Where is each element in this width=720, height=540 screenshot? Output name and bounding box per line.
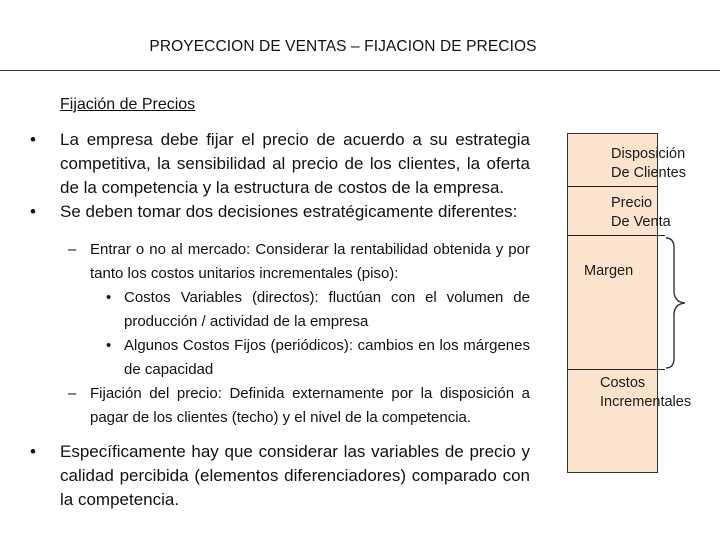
sub-bullet-text: Fijación del precio: Definida externamente por la disposición a pagar de los clientes (techo) y el nivel de la competencia. bbox=[90, 385, 530, 426]
bullet-icon: • bbox=[30, 442, 36, 461]
bullet-icon: • bbox=[30, 130, 36, 149]
bullet-text: Específicamente hay que considerar las variables de precio y calidad percibida (elementos diferenciadores) comparado con la competencia. bbox=[60, 442, 530, 509]
costos-line bbox=[567, 369, 665, 370]
bullet-text: La empresa debe fijar el precio de acuerdo a su estrategia competitiva, la sensibilidad al precio de los clientes, la oferta de la competencia y la estructura de costos de la empresa. bbox=[60, 130, 530, 197]
disposicion-label bbox=[611, 145, 686, 183]
margen-label: Margen bbox=[584, 263, 634, 279]
bullet-icon: • bbox=[106, 337, 112, 354]
sub-sub-bullet-item bbox=[30, 286, 530, 334]
dash-icon: – bbox=[68, 385, 77, 402]
bullet-item bbox=[30, 200, 530, 224]
sub-sub-bullet-text: Costos Variables (directos): fluctúan con el volumen de producción / actividad de la empresa bbox=[124, 289, 530, 330]
price-column bbox=[567, 133, 658, 473]
precio-venta-label-line2: De Venta bbox=[611, 214, 671, 230]
bullet-list bbox=[30, 128, 530, 512]
precio-venta-label-line1: Precio bbox=[611, 195, 653, 211]
disposicion-line bbox=[567, 186, 658, 187]
bullet-item bbox=[30, 128, 530, 200]
bullet-icon: • bbox=[30, 202, 36, 221]
sub-bullet-item bbox=[30, 382, 530, 430]
margin-brace-icon bbox=[660, 236, 692, 370]
sub-sub-bullet-item bbox=[30, 334, 530, 382]
bullet-text: Se deben tomar dos decisiones estratégicamente diferentes: bbox=[60, 202, 518, 221]
costos-label-line2: Incrementales bbox=[600, 394, 692, 410]
disposicion-label-line2: De Clientes bbox=[611, 165, 686, 181]
sub-bullet-list bbox=[30, 238, 530, 430]
page-title: PROYECCION DE VENTAS – FIJACION DE PRECIOS bbox=[149, 38, 537, 55]
sub-sub-bullet-text: Algunos Costos Fijos (periódicos): cambios en los márgenes de capacidad bbox=[124, 337, 530, 378]
bullet-item bbox=[30, 440, 530, 512]
bullet-icon: • bbox=[106, 289, 112, 306]
costos-label-line1: Costos bbox=[600, 375, 646, 391]
dash-icon: – bbox=[68, 241, 77, 258]
precio-venta-label bbox=[611, 194, 671, 232]
section-subtitle: Fijación de Precios bbox=[60, 96, 196, 113]
header-divider bbox=[0, 70, 720, 71]
costos-incrementales-label bbox=[600, 374, 691, 412]
page-header bbox=[0, 38, 700, 56]
sub-bullet-item bbox=[30, 238, 530, 286]
sub-bullet-text: Entrar o no al mercado: Considerar la rentabilidad obtenida y por tanto los costos unitarios incrementales (piso): bbox=[90, 241, 530, 282]
precio-venta-line bbox=[567, 235, 665, 236]
disposicion-label-line1: Disposición bbox=[611, 146, 686, 162]
